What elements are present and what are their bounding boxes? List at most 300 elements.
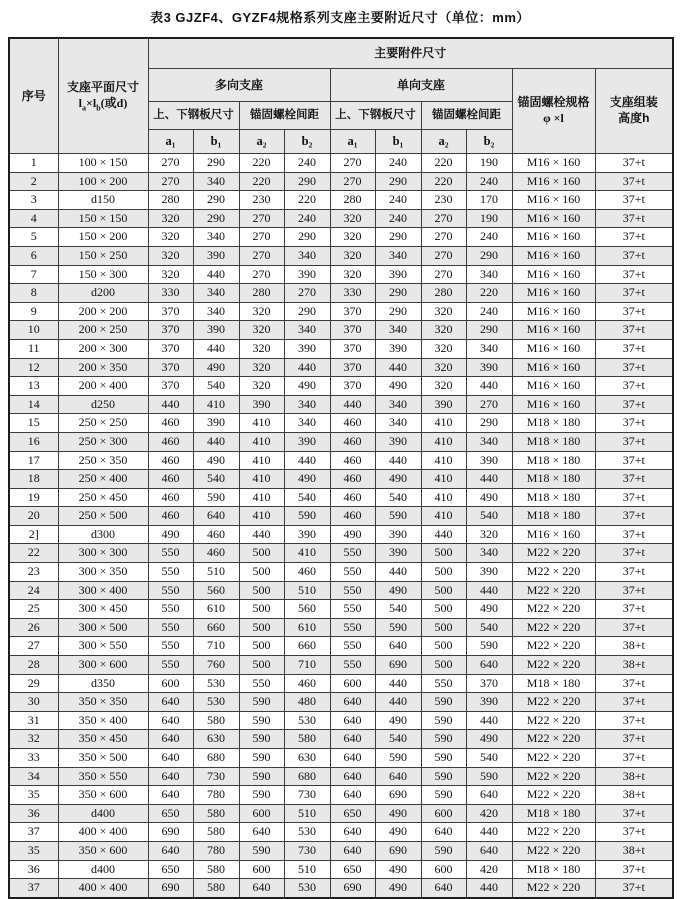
cell-single-b1: 440 [375, 674, 421, 693]
cell-multi-b1: 780 [193, 786, 239, 805]
cell-multi-a1: 270 [148, 154, 193, 173]
cell-plan-size: d250 [58, 395, 148, 414]
cell-assembly-height: 37+t [595, 358, 673, 377]
cell-multi-b2: 410 [284, 544, 330, 563]
cell-plan-size: 150 × 200 [58, 228, 148, 247]
cell-assembly-height: 37+t [595, 693, 673, 712]
formula-times: × [86, 96, 93, 110]
header-bolt-spec-line2: φ ×l [543, 111, 564, 125]
cell-single-a1: 460 [330, 451, 375, 470]
cell-single-a1: 320 [330, 209, 375, 228]
cell-assembly-height: 37+t [595, 284, 673, 303]
cell-bolt-spec: M16 × 160 [512, 209, 595, 228]
cell-multi-a2: 280 [239, 284, 284, 303]
cell-assembly-height: 37+t [595, 191, 673, 210]
cell-plan-size: 400 × 400 [58, 879, 148, 898]
cell-single-b2: 540 [466, 507, 512, 526]
cell-single-b1: 440 [375, 358, 421, 377]
cell-multi-a2: 550 [239, 674, 284, 693]
cell-single-a2: 270 [421, 228, 466, 247]
table-row [9, 525, 673, 544]
cell-single-b2: 440 [466, 377, 512, 396]
cell-bolt-spec: M22 × 220 [512, 544, 595, 563]
cell-assembly-height: 38+t [595, 767, 673, 786]
cell-plan-size: 300 × 600 [58, 656, 148, 675]
table-row [9, 749, 673, 768]
cell-bolt-spec: M22 × 220 [512, 563, 595, 582]
table-row [9, 544, 673, 563]
cell-single-b2: 270 [466, 395, 512, 414]
cell-seq: 36 [9, 860, 58, 879]
cell-multi-b1: 640 [193, 507, 239, 526]
cell-multi-a1: 550 [148, 544, 193, 563]
cell-assembly-height: 38+t [595, 841, 673, 860]
header-main-group: 主要附件尺寸 [148, 38, 673, 69]
cell-single-b2: 320 [466, 525, 512, 544]
cell-multi-a2: 640 [239, 879, 284, 898]
cell-multi-b2: 390 [284, 432, 330, 451]
cell-single-b2: 640 [466, 656, 512, 675]
cell-multi-b1: 660 [193, 618, 239, 637]
cell-single-a1: 550 [330, 600, 375, 619]
cell-bolt-spec: M22 × 220 [512, 786, 595, 805]
cell-assembly-height: 37+t [595, 339, 673, 358]
cell-bolt-spec: M16 × 160 [512, 395, 595, 414]
header-bolt-spec-line1: 锚固螺栓规格 [517, 95, 590, 110]
table-row [9, 451, 673, 470]
cell-multi-a1: 320 [148, 265, 193, 284]
cell-single-b2: 240 [466, 302, 512, 321]
cell-plan-size: 350 × 450 [58, 730, 148, 749]
cell-multi-b2: 390 [284, 265, 330, 284]
cell-multi-b1: 580 [193, 823, 239, 842]
cell-seq: 24 [9, 581, 58, 600]
cell-multi-b1: 630 [193, 730, 239, 749]
cell-single-a1: 640 [330, 693, 375, 712]
cell-multi-b2: 490 [284, 377, 330, 396]
cell-plan-size: 200 × 350 [58, 358, 148, 377]
cell-single-a1: 320 [330, 265, 375, 284]
cell-multi-b2: 590 [284, 507, 330, 526]
cell-multi-b2: 490 [284, 470, 330, 489]
cell-multi-a2: 270 [239, 246, 284, 265]
cell-multi-b1: 560 [193, 581, 239, 600]
cell-multi-a1: 550 [148, 656, 193, 675]
cell-assembly-height: 37+t [595, 377, 673, 396]
cell-multi-a1: 370 [148, 339, 193, 358]
cell-single-a2: 500 [421, 581, 466, 600]
cell-plan-size: 250 × 350 [58, 451, 148, 470]
table-row [9, 804, 673, 823]
cell-plan-size: 350 × 600 [58, 786, 148, 805]
cell-multi-b1: 440 [193, 339, 239, 358]
cell-single-b1: 340 [375, 395, 421, 414]
table-row [9, 581, 673, 600]
cell-single-b1: 340 [375, 321, 421, 340]
cell-plan-size: 200 × 250 [58, 321, 148, 340]
cell-single-b2: 290 [466, 246, 512, 265]
cell-single-a1: 690 [330, 879, 375, 898]
cell-multi-b1: 760 [193, 656, 239, 675]
cell-assembly-height: 37+t [595, 209, 673, 228]
cell-single-b2: 440 [466, 581, 512, 600]
cell-multi-b2: 270 [284, 284, 330, 303]
cell-single-a2: 410 [421, 470, 466, 489]
cell-single-a1: 550 [330, 637, 375, 656]
cell-single-b1: 440 [375, 693, 421, 712]
cell-multi-b2: 460 [284, 674, 330, 693]
cell-seq: 13 [9, 377, 58, 396]
cell-plan-size: d400 [58, 804, 148, 823]
header-sub-a2-multi: a₂ [239, 130, 284, 154]
cell-multi-b2: 290 [284, 172, 330, 191]
cell-multi-b2: 240 [284, 209, 330, 228]
cell-plan-size: 300 × 400 [58, 581, 148, 600]
cell-multi-b2: 460 [284, 563, 330, 582]
cell-single-b1: 390 [375, 525, 421, 544]
cell-plan-size: 350 × 400 [58, 711, 148, 730]
cell-seq: 22 [9, 544, 58, 563]
cell-multi-a1: 320 [148, 228, 193, 247]
cell-single-a2: 410 [421, 451, 466, 470]
cell-bolt-spec: M16 × 160 [512, 246, 595, 265]
header-seq: 序号 [9, 38, 58, 154]
cell-single-b2: 640 [466, 786, 512, 805]
cell-multi-a1: 460 [148, 507, 193, 526]
header-assembly-height [595, 69, 673, 154]
cell-seq: 11 [9, 339, 58, 358]
cell-multi-b1: 710 [193, 637, 239, 656]
cell-single-a1: 460 [330, 414, 375, 433]
cell-multi-a1: 550 [148, 563, 193, 582]
cell-single-a2: 230 [421, 191, 466, 210]
cell-seq: 30 [9, 693, 58, 712]
cell-single-a2: 320 [421, 339, 466, 358]
cell-single-a1: 370 [330, 339, 375, 358]
cell-single-b1: 240 [375, 154, 421, 173]
cell-multi-b1: 580 [193, 804, 239, 823]
cell-single-b1: 540 [375, 730, 421, 749]
header-sub-b2-multi: b₂ [284, 130, 330, 154]
cell-multi-b2: 340 [284, 321, 330, 340]
cell-plan-size: 300 × 300 [58, 544, 148, 563]
cell-multi-a1: 600 [148, 674, 193, 693]
cell-multi-b1: 610 [193, 600, 239, 619]
cell-assembly-height: 38+t [595, 786, 673, 805]
cell-multi-b1: 410 [193, 395, 239, 414]
cell-single-a2: 550 [421, 674, 466, 693]
cell-bolt-spec: M22 × 220 [512, 581, 595, 600]
cell-multi-a2: 320 [239, 321, 284, 340]
cell-multi-a1: 550 [148, 618, 193, 637]
cell-seq: 31 [9, 711, 58, 730]
cell-single-b2: 490 [466, 730, 512, 749]
cell-single-a2: 590 [421, 786, 466, 805]
cell-single-b2: 240 [466, 172, 512, 191]
cell-multi-b2: 510 [284, 804, 330, 823]
cell-multi-a2: 320 [239, 358, 284, 377]
cell-multi-a1: 460 [148, 488, 193, 507]
cell-multi-b2: 340 [284, 246, 330, 265]
cell-single-b1: 490 [375, 823, 421, 842]
cell-assembly-height: 37+t [595, 470, 673, 489]
cell-multi-a1: 640 [148, 767, 193, 786]
table-row [9, 767, 673, 786]
cell-plan-size: d350 [58, 674, 148, 693]
cell-multi-a2: 390 [239, 395, 284, 414]
cell-plan-size: 200 × 300 [58, 339, 148, 358]
cell-bolt-spec: M16 × 160 [512, 302, 595, 321]
cell-single-a1: 600 [330, 674, 375, 693]
cell-plan-size: d400 [58, 860, 148, 879]
cell-single-a1: 270 [330, 154, 375, 173]
header-plan-size [58, 38, 148, 154]
cell-bolt-spec: M16 × 160 [512, 228, 595, 247]
cell-multi-b1: 490 [193, 451, 239, 470]
cell-assembly-height: 37+t [595, 563, 673, 582]
cell-assembly-height: 38+t [595, 656, 673, 675]
cell-single-b1: 640 [375, 767, 421, 786]
cell-bolt-spec: M18 × 180 [512, 432, 595, 451]
cell-single-b1: 290 [375, 302, 421, 321]
cell-single-a2: 600 [421, 860, 466, 879]
cell-multi-b2: 480 [284, 693, 330, 712]
cell-single-b1: 390 [375, 339, 421, 358]
table-row [9, 563, 673, 582]
cell-assembly-height: 37+t [595, 414, 673, 433]
cell-plan-size: 200 × 400 [58, 377, 148, 396]
cell-single-b2: 340 [466, 265, 512, 284]
cell-multi-a1: 370 [148, 302, 193, 321]
cell-multi-a2: 500 [239, 563, 284, 582]
cell-multi-b2: 240 [284, 154, 330, 173]
cell-seq: 18 [9, 470, 58, 489]
cell-assembly-height: 37+t [595, 879, 673, 898]
cell-multi-a2: 500 [239, 618, 284, 637]
cell-multi-a1: 320 [148, 246, 193, 265]
cell-seq: 32 [9, 730, 58, 749]
header-plate-size-multi: 上、下钢板尺寸 [148, 102, 239, 130]
cell-single-b2: 490 [466, 600, 512, 619]
cell-multi-b1: 290 [193, 191, 239, 210]
cell-multi-b1: 530 [193, 674, 239, 693]
cell-multi-a2: 320 [239, 377, 284, 396]
cell-multi-b2: 560 [284, 600, 330, 619]
cell-multi-b1: 340 [193, 228, 239, 247]
cell-multi-b1: 580 [193, 879, 239, 898]
table-row [9, 209, 673, 228]
cell-single-b1: 490 [375, 804, 421, 823]
table-row [9, 841, 673, 860]
cell-multi-a1: 550 [148, 637, 193, 656]
formula-l2: l [92, 96, 97, 110]
cell-multi-b2: 390 [284, 339, 330, 358]
cell-seq: 16 [9, 432, 58, 451]
cell-single-b1: 490 [375, 470, 421, 489]
cell-single-a2: 320 [421, 377, 466, 396]
cell-bolt-spec: M22 × 220 [512, 656, 595, 675]
cell-multi-a1: 370 [148, 377, 193, 396]
cell-single-b2: 420 [466, 804, 512, 823]
cell-multi-b1: 680 [193, 749, 239, 768]
cell-multi-a2: 270 [239, 265, 284, 284]
cell-plan-size: 400 × 400 [58, 823, 148, 842]
cell-multi-b1: 390 [193, 246, 239, 265]
cell-single-b1: 640 [375, 637, 421, 656]
cell-multi-a1: 460 [148, 414, 193, 433]
cell-multi-a1: 640 [148, 786, 193, 805]
cell-plan-size: 300 × 550 [58, 637, 148, 656]
cell-seq: 23 [9, 563, 58, 582]
cell-multi-b2: 530 [284, 879, 330, 898]
cell-multi-a1: 550 [148, 581, 193, 600]
cell-plan-size: 250 × 500 [58, 507, 148, 526]
cell-multi-b1: 340 [193, 284, 239, 303]
cell-multi-b2: 580 [284, 730, 330, 749]
cell-plan-size: 150 × 300 [58, 265, 148, 284]
cell-assembly-height: 37+t [595, 581, 673, 600]
cell-multi-a2: 500 [239, 637, 284, 656]
header-sub-a1-single: a₁ [330, 130, 375, 154]
cell-seq: 25 [9, 600, 58, 619]
cell-bolt-spec: M22 × 220 [512, 711, 595, 730]
cell-bolt-spec: M16 × 160 [512, 172, 595, 191]
cell-single-a2: 590 [421, 693, 466, 712]
header-single-group: 单向支座 [330, 69, 512, 102]
cell-assembly-height: 37+t [595, 395, 673, 414]
cell-multi-a1: 640 [148, 841, 193, 860]
header-plan-size-formula [59, 96, 148, 112]
cell-multi-b1: 340 [193, 302, 239, 321]
header-sub-a1-multi: a₁ [148, 130, 193, 154]
cell-bolt-spec: M22 × 220 [512, 600, 595, 619]
cell-multi-a1: 690 [148, 879, 193, 898]
cell-multi-a2: 440 [239, 525, 284, 544]
cell-seq: 8 [9, 284, 58, 303]
cell-multi-a2: 270 [239, 228, 284, 247]
cell-plan-size: 100 × 150 [58, 154, 148, 173]
cell-bolt-spec: M18 × 180 [512, 674, 595, 693]
cell-seq: 6 [9, 246, 58, 265]
table-row [9, 711, 673, 730]
cell-single-b1: 240 [375, 191, 421, 210]
page-title: 表3 GJZF4、GYZF4规格系列支座主要附近尺寸（单位：mm） [150, 10, 530, 25]
cell-assembly-height: 37+t [595, 302, 673, 321]
cell-multi-b1: 730 [193, 767, 239, 786]
cell-single-b1: 240 [375, 209, 421, 228]
cell-single-b2: 240 [466, 228, 512, 247]
cell-single-b1: 490 [375, 711, 421, 730]
table-row [9, 823, 673, 842]
cell-seq: 4 [9, 209, 58, 228]
cell-single-b2: 440 [466, 470, 512, 489]
cell-single-a1: 320 [330, 228, 375, 247]
cell-multi-a2: 600 [239, 804, 284, 823]
cell-single-b1: 390 [375, 544, 421, 563]
cell-assembly-height: 37+t [595, 265, 673, 284]
cell-assembly-height: 37+t [595, 674, 673, 693]
cell-seq: 17 [9, 451, 58, 470]
cell-multi-a2: 590 [239, 711, 284, 730]
cell-multi-b1: 580 [193, 860, 239, 879]
cell-multi-a2: 590 [239, 730, 284, 749]
cell-single-b1: 290 [375, 228, 421, 247]
cell-single-a2: 500 [421, 637, 466, 656]
cell-multi-a2: 410 [239, 507, 284, 526]
cell-single-a1: 370 [330, 358, 375, 377]
cell-single-a1: 280 [330, 191, 375, 210]
cell-seq: 10 [9, 321, 58, 340]
cell-single-a2: 590 [421, 749, 466, 768]
cell-single-a2: 390 [421, 395, 466, 414]
cell-multi-b2: 660 [284, 637, 330, 656]
cell-seq: 19 [9, 488, 58, 507]
cell-bolt-spec: M18 × 180 [512, 860, 595, 879]
header-plate-size-single: 上、下钢板尺寸 [330, 102, 421, 130]
header-multi-group: 多向支座 [148, 69, 330, 102]
cell-plan-size: 300 × 350 [58, 563, 148, 582]
cell-multi-b2: 440 [284, 451, 330, 470]
cell-plan-size: 250 × 450 [58, 488, 148, 507]
cell-single-a2: 500 [421, 563, 466, 582]
cell-plan-size: d150 [58, 191, 148, 210]
cell-multi-a2: 590 [239, 786, 284, 805]
cell-assembly-height: 37+t [595, 321, 673, 340]
table-row [9, 284, 673, 303]
table-row [9, 339, 673, 358]
cell-plan-size: 250 × 250 [58, 414, 148, 433]
cell-bolt-spec: M18 × 180 [512, 804, 595, 823]
cell-multi-a2: 590 [239, 767, 284, 786]
cell-assembly-height: 37+t [595, 711, 673, 730]
cell-multi-b1: 540 [193, 377, 239, 396]
cell-multi-b1: 440 [193, 265, 239, 284]
cell-single-b1: 590 [375, 618, 421, 637]
cell-single-a2: 220 [421, 154, 466, 173]
cell-single-a1: 640 [330, 786, 375, 805]
cell-multi-b2: 440 [284, 358, 330, 377]
cell-single-a2: 320 [421, 321, 466, 340]
cell-plan-size: 300 × 450 [58, 600, 148, 619]
cell-multi-b1: 440 [193, 432, 239, 451]
cell-single-a1: 270 [330, 172, 375, 191]
cell-seq: 2 [9, 172, 58, 191]
header-assembly-height-line2: 高度h [618, 111, 650, 125]
cell-multi-a1: 490 [148, 525, 193, 544]
cell-multi-a2: 220 [239, 172, 284, 191]
cell-seq: 33 [9, 749, 58, 768]
cell-single-a2: 500 [421, 600, 466, 619]
cell-assembly-height: 37+t [595, 730, 673, 749]
cell-bolt-spec: M16 × 160 [512, 284, 595, 303]
header-bolt-spacing-multi: 锚固螺栓间距 [239, 102, 330, 130]
cell-seq: 15 [9, 414, 58, 433]
cell-seq: 3 [9, 191, 58, 210]
table-row [9, 600, 673, 619]
cell-plan-size: 350 × 350 [58, 693, 148, 712]
cell-multi-a1: 270 [148, 172, 193, 191]
table-row [9, 693, 673, 712]
cell-multi-b2: 510 [284, 860, 330, 879]
cell-multi-b2: 220 [284, 191, 330, 210]
cell-multi-b2: 290 [284, 302, 330, 321]
cell-single-a1: 550 [330, 656, 375, 675]
cell-multi-a1: 320 [148, 209, 193, 228]
cell-plan-size: 150 × 150 [58, 209, 148, 228]
cell-single-a2: 410 [421, 488, 466, 507]
cell-multi-a2: 410 [239, 432, 284, 451]
cell-multi-a2: 410 [239, 488, 284, 507]
